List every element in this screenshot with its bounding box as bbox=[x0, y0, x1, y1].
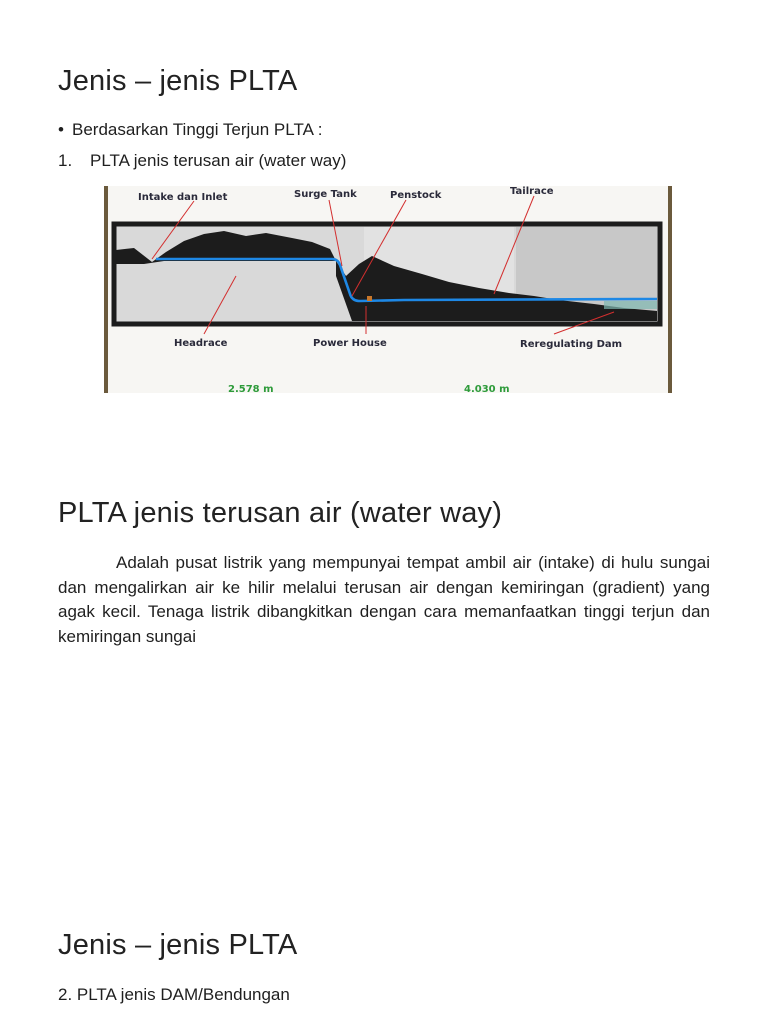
waterway-diagram-svg bbox=[104, 186, 672, 393]
slide-title-2: Jenis – jenis PLTA bbox=[58, 929, 298, 962]
item-number: 1. bbox=[58, 151, 73, 170]
bullet-marker: • bbox=[58, 120, 64, 139]
description-paragraph: Adalah pusat listrik yang mempunyai tempat ambil air (intake) di hulu sungai dan mengalirkan air ke hilir melalui terusan air dengan kemiringan (gradient) yang agak kecil. Tenaga listrik dibangkitkan dengan cara memanfaatkan tinggi terjun dan kemiringan sungai bbox=[58, 553, 710, 646]
slide-title: Jenis – jenis PLTA bbox=[58, 65, 298, 98]
label-power-house: Power House bbox=[313, 338, 387, 349]
power-house-marker bbox=[367, 296, 372, 301]
item-text: PLTA jenis terusan air (water way) bbox=[90, 151, 347, 170]
label-intake: Intake dan Inlet bbox=[138, 192, 228, 203]
distance-right: 4.030 m bbox=[464, 384, 510, 393]
numbered-item-2: 2. PLTA jenis DAM/Bendungan bbox=[58, 985, 290, 1004]
diagram-left-border bbox=[104, 186, 108, 393]
label-reregulating-dam: Reregulating Dam bbox=[520, 339, 623, 350]
diagram-right-border bbox=[668, 186, 672, 393]
bullet-line bbox=[58, 120, 322, 140]
section-title: PLTA jenis terusan air (water way) bbox=[58, 497, 503, 530]
distance-left: 2.578 m bbox=[228, 384, 274, 393]
numbered-item bbox=[58, 151, 346, 171]
bullet-text: Berdasarkan Tinggi Terjun PLTA : bbox=[72, 120, 323, 139]
label-tailrace: Tailrace bbox=[510, 186, 554, 197]
label-surge-tank: Surge Tank bbox=[294, 189, 357, 200]
label-penstock: Penstock bbox=[390, 190, 442, 201]
label-headrace: Headrace bbox=[174, 338, 228, 349]
waterway-diagram bbox=[104, 186, 672, 393]
river-water bbox=[604, 301, 657, 309]
